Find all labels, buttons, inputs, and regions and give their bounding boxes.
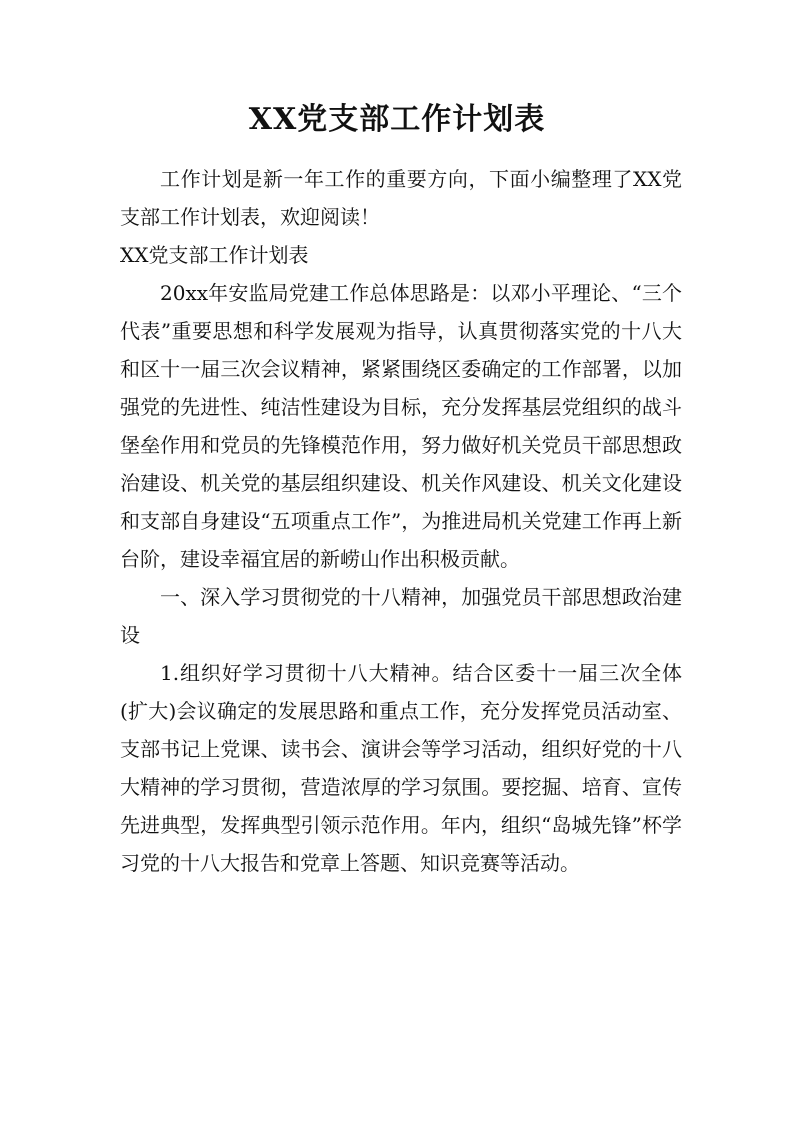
section-heading: 一、深入学习贯彻党的十八精神，加强党员干部思想政治建设 [120,585,682,647]
subtitle-paragraph: XX党支部工作计划表 [120,243,309,267]
document-title: XX党支部工作计划表 [248,102,546,137]
document-body [120,160,682,882]
section-item-paragraph: 1.组织好学习贯彻十八大精神。结合区委十一届三次全体(扩大)会议确定的发展思路和重点工作，充分发挥党员活动室、支部书记上党课、读书会、演讲会等学习活动，组织好党的十八大精神的学习贯彻，营造浓厚的学习氛围。要挖掘、培育、宣传先进典型，发挥典型引领示范作用。年内，组织“岛城先锋”杯学习党的十八大报告和党章上答题、知识竞赛等活动。 [120,661,682,875]
intro-paragraph: 工作计划是新一年工作的重要方向，下面小编整理了XX党支部工作计划表，欢迎阅读！ [120,167,682,229]
overview-paragraph: 20xx年安监局党建工作总体思路是：以邓小平理论、“三个代表”重要思想和科学发展观为指导，认真贯彻落实党的十八大和区十一届三次会议精神，紧紧围绕区委确定的工作部署，以加强党的先进性、纯洁性建设为目标，充分发挥基层党组织的战斗堡垒作用和党员的先锋模范作用，努力做好机关党员干部思想政治建设、机关党的基层组织建设、机关作风建设、机关文化建设和支部自身建设“五项重点工作”，为推进局机关党建工作再上新台阶，建设幸福宜居的新崂山作出积极贡献。 [120,281,682,571]
